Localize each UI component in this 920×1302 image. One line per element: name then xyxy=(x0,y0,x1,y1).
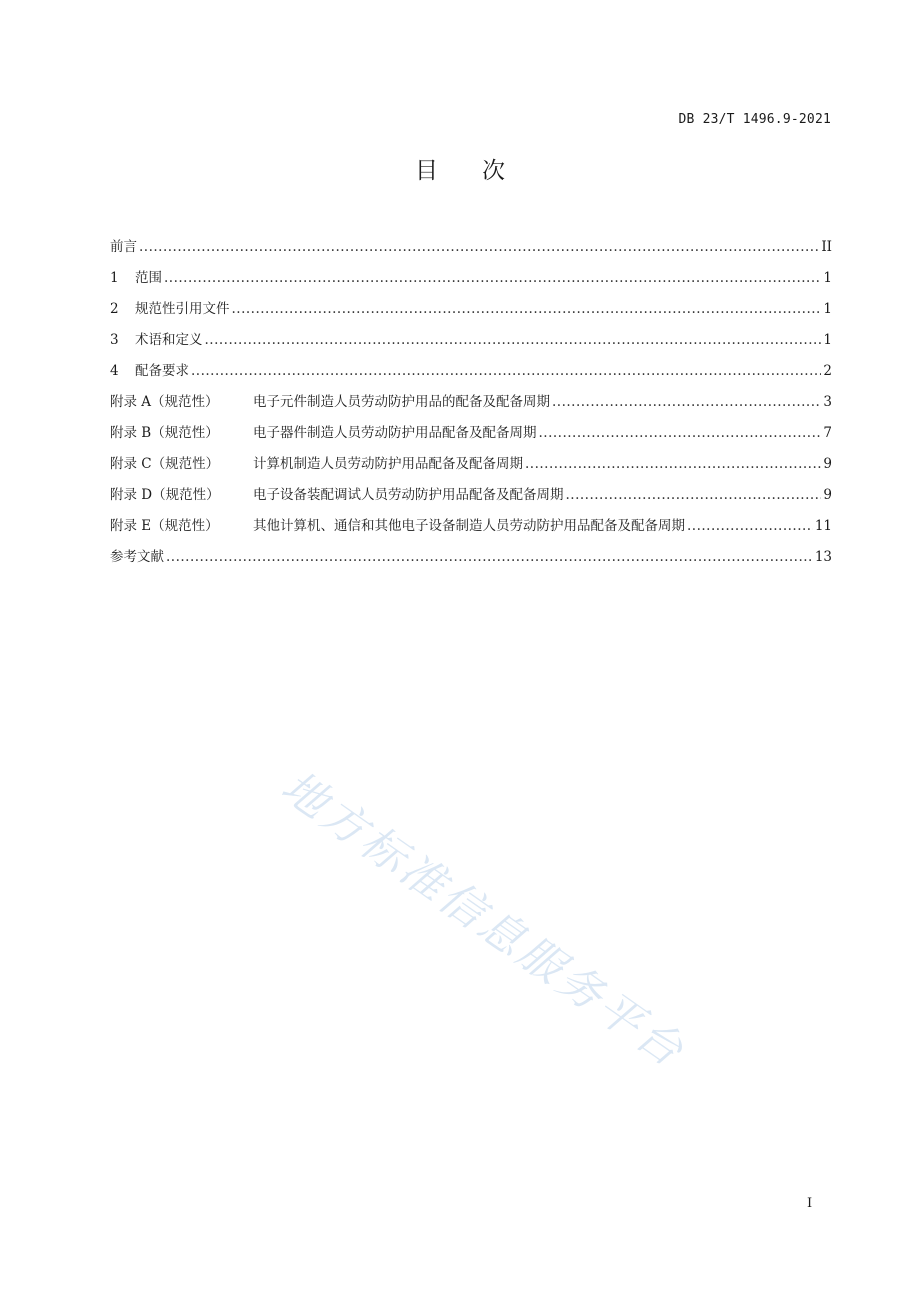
toc-entry-number: 1 xyxy=(110,270,119,286)
toc-leader-dots xyxy=(687,515,813,538)
toc-entry-label: 前言 xyxy=(110,239,137,255)
watermark: 地方标准信息服务平台 xyxy=(272,761,695,1079)
toc-entry-page: 13 xyxy=(814,549,832,565)
document-code: DB 23/T 1496.9-2021 xyxy=(678,112,831,127)
toc-entry-foreword[interactable] xyxy=(110,236,832,267)
toc-entry-requirements[interactable] xyxy=(110,360,832,391)
toc-entry-number: 2 xyxy=(110,301,119,317)
toc-entry-label: 规范性引用文件 xyxy=(135,301,230,317)
toc-entry-appendix-d[interactable] xyxy=(110,484,832,515)
toc-entry-page: 1 xyxy=(823,270,832,286)
toc-entry-prefix: 附录 B（规范性） xyxy=(110,425,219,441)
toc-leader-dots xyxy=(232,298,822,321)
toc-entry-label: 电子元件制造人员劳动防护用品的配备及配备周期 xyxy=(253,394,550,410)
page-title xyxy=(0,152,920,185)
toc-entry-label: 电子器件制造人员劳动防护用品配备及配备周期 xyxy=(253,425,537,441)
toc-leader-dots xyxy=(139,236,819,259)
toc-entry-number: 3 xyxy=(110,332,119,348)
toc-entry-appendix-b[interactable] xyxy=(110,422,832,453)
toc-leader-dots xyxy=(191,360,821,383)
toc-entry-normative-references[interactable] xyxy=(110,298,832,329)
toc-entry-page: 9 xyxy=(823,487,832,503)
page-number: I xyxy=(807,1196,813,1211)
toc-entry-page: 1 xyxy=(823,301,832,317)
toc-entry-label: 术语和定义 xyxy=(135,332,203,348)
toc-leader-dots xyxy=(566,484,822,507)
toc-entry-terms-definitions[interactable] xyxy=(110,329,832,360)
toc-entry-label: 范围 xyxy=(135,270,162,286)
toc-entry-page: II xyxy=(821,239,832,255)
toc-entry-page: 9 xyxy=(823,456,832,472)
toc-entry-number: 4 xyxy=(110,363,119,379)
toc-entry-scope[interactable] xyxy=(110,267,832,298)
toc-entry-label: 其他计算机、通信和其他电子设备制造人员劳动防护用品配备及配备周期 xyxy=(253,518,685,534)
toc-leader-dots xyxy=(205,329,822,352)
toc-entry-label: 参考文献 xyxy=(110,549,164,565)
toc-entry-page: 2 xyxy=(823,363,832,379)
title-char-2: 次 xyxy=(482,158,505,184)
toc-entry-bibliography[interactable] xyxy=(110,546,832,577)
toc-entry-prefix: 附录 D（规范性） xyxy=(110,487,220,503)
toc-entry-prefix: 附录 A（规范性） xyxy=(110,394,219,410)
toc-entry-page: 11 xyxy=(814,518,832,534)
toc-entry-page: 7 xyxy=(823,425,832,441)
toc-entry-prefix: 附录 C（规范性） xyxy=(110,456,220,472)
toc-leader-dots xyxy=(166,546,813,569)
toc-leader-dots xyxy=(164,267,821,290)
table-of-contents xyxy=(110,236,832,577)
toc-leader-dots xyxy=(552,391,821,414)
toc-entry-appendix-c[interactable] xyxy=(110,453,832,484)
toc-entry-page: 1 xyxy=(823,332,832,348)
toc-entry-page: 3 xyxy=(823,394,832,410)
toc-entry-prefix: 附录 E（规范性） xyxy=(110,518,219,534)
toc-entry-appendix-a[interactable] xyxy=(110,391,832,422)
toc-entry-label: 电子设备装配调试人员劳动防护用品配备及配备周期 xyxy=(253,487,564,503)
toc-entry-label: 配备要求 xyxy=(135,363,189,379)
toc-entry-appendix-e[interactable] xyxy=(110,515,832,546)
toc-leader-dots xyxy=(525,453,821,476)
toc-entry-label: 计算机制造人员劳动防护用品配备及配备周期 xyxy=(253,456,523,472)
title-char-1: 目 xyxy=(415,158,438,184)
toc-leader-dots xyxy=(539,422,822,445)
